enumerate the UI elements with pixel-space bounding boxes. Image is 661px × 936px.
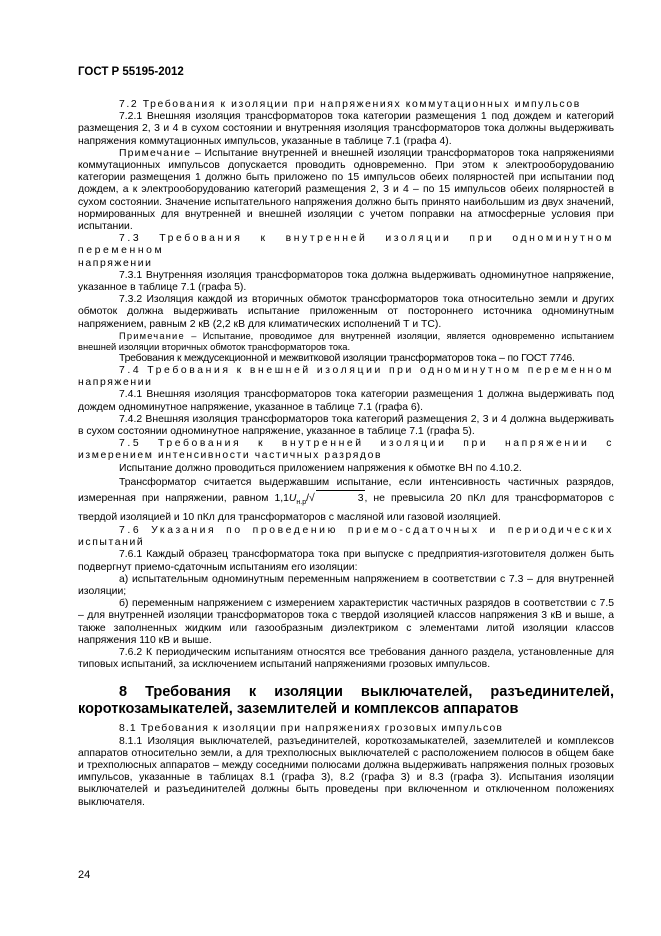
paragraph-7-5-2-tail: , не превысила 20 пКл для трансформаторов с твердой изоляцией и 10 пКл для трансформаторов с масляной или газовой изоляцией. (78, 492, 615, 523)
section-7-4-title-line2: напряжении (78, 377, 153, 389)
section-7-6-title-line2: испытаний (78, 537, 145, 549)
page-number: 24 (78, 869, 91, 881)
paragraph-7-3-2: 7.3.2 Изоляция каждой из вторичных обмоток трансформаторов тока относительно земли и других обмоток должна выдерживать испытание приложенным от постороннего источника одноминутным напряжением, равным 2 кВ (2,2 кВ для климатических исполнений Т и ТС). (78, 294, 614, 330)
paragraph-7-5-2: Трансформатор считается выдержавшим испытание, если интенсивность частичных разрядов, измеренная при напряжении, равном $1,1U_{н.р}/√$ 3, не превысила 20 пКл для трансформаторов с твердой изоляцией и 10 пКл для трансформаторов с масляной или газовой изоляцией. (78, 476, 615, 523)
section-7-3-title-line2: напряжении (78, 257, 153, 269)
formula-sqrt: 3 (316, 490, 365, 506)
section-8-heading-line1: 8 Требования к изоляции выключателей, разъединителей, (119, 684, 614, 701)
paragraph-7-6-2: 7.6.2 К периодическим испытаниям относятся все требования данного раздела, установленные для типовых испытаний, за исключением испытаний напряжениями грозовых импульсов. (78, 647, 614, 671)
formula-sub: н.р (296, 498, 307, 506)
section-7-2-title: 7.2 Требования к изоляции при напряжениях коммутационных импульсов (119, 99, 581, 110)
note-text: – Испытание, проводимое для внутренней изоляции, является одновременно испытанием внешней изоляции вторичных обмоток трансформаторов тока. (78, 330, 614, 352)
paragraph-7-5-2-text: Трансформатор считается выдержавшим испытание, если интенсивность частичных разрядов, измеренная при напряжении, равном 1,1 (78, 476, 614, 504)
section-8-1-title: 8.1 Требования к изоляции при напряжениях грозовых импульсов (119, 723, 503, 735)
formula-u: U (288, 492, 297, 504)
document-body (78, 99, 614, 809)
note-text: – Испытание внутренней и внешней изоляции трансформаторов тока напряжениями коммутационных импульсов допускается проводить одновременно. При этом к электрооборудованию категории размещения 1 должно быть приложено по 15 импульсов обеих полярностей при испытании под дождем, а к электрооборудованию категорий размещения 2, 3 и 4 – по 15 импульсов обеих полярностей в сухом состоянии. Значение испытательного напряжения должно быть принято наибольшим из двух значений, нормированных для внутренней и внешней изоляции с учетом поправки на атмосферные условия при испытании. (78, 147, 614, 233)
note-1 (78, 148, 614, 233)
section-7-5-title-line2: измерением интенсивности частичных разрядов (78, 450, 383, 462)
paragraph-7-5-1: Испытание должно проводиться приложением напряжения к обмотке ВН по 4.10.2. (119, 462, 522, 474)
document-header: ГОСТ Р 55195-2012 (78, 66, 184, 78)
paragraph-7-6-1-a: а) испытательным одноминутным переменным напряжением в соответствии с 7.3 – для внутренней изоляции; (78, 573, 614, 597)
formula-div: / (306, 492, 310, 504)
section-7-4-title-line1: 7.4 Требования к внешней изоляции при одноминутном переменном (119, 365, 614, 377)
paragraph-7-4-2: 7.4.2 Внешняя изоляция трансформаторов тока категорий размещения 2, 3 и 4 должна выдерживать в сухом состоянии одноминутное напряжение, указанное в таблице 7.1 (графа 5). (78, 413, 614, 438)
section-8-heading-line2: короткозамыкателей, заземлителей и комплексов аппаратов (78, 701, 519, 718)
paragraph-7-2-1: 7.2.1 Внешняя изоляция трансформаторов тока категории размещения 1 под дождем и категорий размещения 2, 3 и 4 в сухом состоянии и внутренняя изоляция трансформаторов тока должны выдерживать напряжения коммутационных импульсов, указанные в таблице 7.1 (графа 4). (78, 111, 614, 147)
paragraph-7-3-extra: Требования к междусекционной и межвитковой изоляции трансформаторов тока – по ГОСТ 7746. (119, 352, 575, 364)
note-2 (78, 331, 614, 353)
paragraph-7-3-1: 7.3.1 Внутренняя изоляция трансформаторов тока должна выдерживать одноминутное напряжение, указанное в таблице 7.1 (графа 5). (78, 269, 614, 294)
paragraph-8-1-1: 8.1.1 Изоляция выключателей, разъединителей, короткозамыкателей, заземлителей и комплексов аппаратов относительно земли, а для трехполюсных выключателей с расположением полюсов в общем баке и трехполюсных аппаратов – между соседними полюсами должна выдерживать напряжения полных грозовых импульсов, указанные в таблицах 8.1 (графа 3), 8.2 (графа 3) и 8.3 (графа 3). Испытания изоляции выключателей и разъединителей должны быть проведены при включенном и отключенном положениях выключателя. (78, 735, 614, 808)
section-7-6-title-line1: 7.6 Указания по проведению приемо-сдаточных и периодических (119, 524, 614, 536)
paragraph-7-6-1-b: б) переменным напряжением с измерением характеристик частичных разрядов в соответствии с 7.5 – для внутренней изоляции трансформаторов тока с твердой изоляцией классов напряжения 3 кВ и выше, а также заполненных жидким или газообразным диэлектриком с элементами литой изоляции классов напряжения 110 кВ и выше. (78, 598, 614, 646)
paragraph-7-4-1: 7.4.1 Внешняя изоляция трансформаторов тока категории размещения 1 должна выдерживать под дождем одноминутное напряжение, указанное в таблице 7.1 (графа 6). (78, 389, 614, 413)
section-8-heading (78, 684, 614, 701)
section-7-5-title-line1: 7.5 Требования к внутренней изоляции при напряжении с (119, 438, 614, 450)
note-label: Примечание (119, 147, 192, 159)
section-7-3-title-line1: 7.3 Требования к внутренней изоляции при одноминутном переменном (78, 233, 614, 257)
note-label: Примечание (119, 330, 185, 341)
paragraph-7-6-1: 7.6.1 Каждый образец трансформатора тока при выпуске с предприятия-изготовителя должен быть подвергнут приемо-сдаточным испытаниям его изоляции: (78, 549, 614, 573)
